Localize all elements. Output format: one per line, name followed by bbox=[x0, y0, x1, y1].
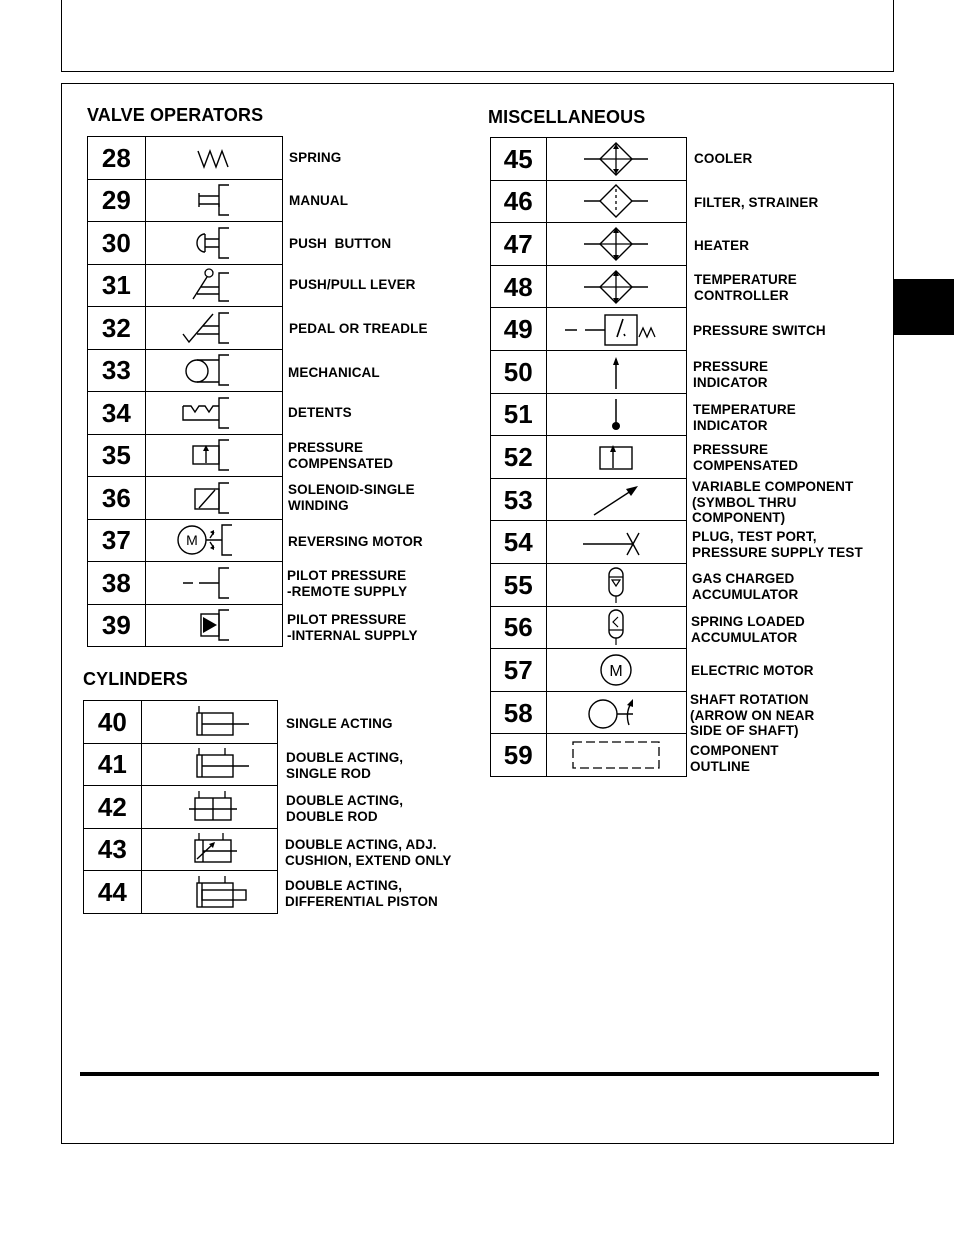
table-row bbox=[84, 828, 278, 871]
footer-rule bbox=[80, 1072, 879, 1076]
svg-text:M: M bbox=[185, 532, 198, 549]
table-row bbox=[491, 180, 687, 223]
heater-icon bbox=[546, 223, 686, 266]
symbol-number: 36 bbox=[88, 477, 146, 520]
label-manual: MANUAL bbox=[289, 193, 349, 208]
symbol-number: 30 bbox=[88, 222, 146, 265]
table-row bbox=[88, 434, 283, 477]
symbol-number: 58 bbox=[491, 691, 547, 734]
label-detents: DETENTS bbox=[288, 405, 352, 420]
label-push-button: PUSH BUTTON bbox=[289, 236, 392, 251]
label-electric-motor: ELECTRIC MOTOR bbox=[691, 663, 814, 678]
mechanical-icon bbox=[145, 349, 282, 392]
label-double-acting-double-rod: DOUBLE ACTING, DOUBLE ROD bbox=[286, 793, 404, 824]
label-reversing-motor: REVERSING MOTOR bbox=[288, 534, 423, 549]
symbol-number: 48 bbox=[491, 265, 547, 308]
table-row bbox=[88, 222, 283, 265]
label-plug-test-port: PLUG, TEST PORT, PRESSURE SUPPLY TEST bbox=[692, 529, 863, 560]
table-row bbox=[491, 734, 687, 777]
label-gas-charged-accumulator: GAS CHARGED ACCUMULATOR bbox=[692, 571, 799, 602]
solenoid-single-winding-icon bbox=[145, 477, 282, 520]
adjustable-cushion-cylinder-icon bbox=[141, 828, 277, 871]
table-row bbox=[88, 349, 283, 392]
symbol-number: 51 bbox=[491, 393, 547, 436]
label-cooler: COOLER bbox=[694, 151, 753, 166]
variable-component-icon bbox=[546, 478, 686, 521]
table-row bbox=[88, 519, 283, 562]
spring-loaded-accumulator-icon bbox=[546, 606, 686, 649]
header-frame bbox=[61, 0, 894, 72]
table-row bbox=[491, 223, 687, 266]
label-pilot-pressure-remote: PILOT PRESSURE -REMOTE SUPPLY bbox=[287, 568, 408, 599]
label-pressure-compensated: PRESSURE COMPENSATED bbox=[693, 442, 799, 473]
symbol-number: 28 bbox=[88, 137, 146, 180]
push-pull-lever-icon bbox=[145, 264, 282, 307]
symbol-number: 39 bbox=[88, 604, 146, 647]
table-row bbox=[84, 701, 278, 744]
table-row bbox=[491, 649, 687, 692]
table-row bbox=[491, 138, 687, 181]
reversing-motor-icon bbox=[145, 519, 282, 562]
label-differential-piston: DOUBLE ACTING, DIFFERENTIAL PISTON bbox=[285, 878, 438, 909]
symbol-number: 40 bbox=[84, 701, 142, 744]
temperature-indicator-icon bbox=[546, 393, 686, 436]
heading-miscellaneous: MISCELLANEOUS bbox=[488, 107, 646, 127]
symbol-number: 29 bbox=[88, 179, 146, 222]
pressure-compensated-icon bbox=[546, 436, 686, 479]
label-pressure-indicator: PRESSURE INDICATOR bbox=[693, 359, 769, 390]
differential-piston-cylinder-icon bbox=[141, 871, 277, 914]
table-row bbox=[491, 436, 687, 479]
table-row bbox=[491, 521, 687, 564]
detents-icon bbox=[145, 392, 282, 435]
cylinders-table bbox=[83, 700, 278, 914]
table-row bbox=[491, 606, 687, 649]
symbol-number: 32 bbox=[88, 307, 146, 350]
symbol-number: 56 bbox=[491, 606, 547, 649]
label-spring-loaded-accumulator: SPRING LOADED ACCUMULATOR bbox=[691, 614, 805, 645]
pressure-switch-icon bbox=[546, 308, 686, 351]
svg-text:M: M bbox=[609, 662, 623, 680]
plug-test-port-icon bbox=[546, 521, 686, 564]
symbol-number: 53 bbox=[491, 478, 547, 521]
symbol-number: 33 bbox=[88, 349, 146, 392]
symbol-number: 57 bbox=[491, 649, 547, 692]
symbol-number: 50 bbox=[491, 350, 547, 393]
shaft-rotation-icon bbox=[546, 691, 686, 734]
table-row bbox=[491, 478, 687, 521]
symbol-number: 42 bbox=[84, 786, 142, 829]
pedal-treadle-icon bbox=[145, 307, 282, 350]
label-shaft-rotation: SHAFT ROTATION (ARROW ON NEAR SIDE OF SHAFT) bbox=[690, 692, 815, 738]
table-row bbox=[88, 477, 283, 520]
pilot-pressure-internal-icon bbox=[145, 604, 282, 647]
heading-cylinders: CYLINDERS bbox=[83, 669, 188, 689]
manual-icon bbox=[145, 179, 282, 222]
symbol-number: 46 bbox=[491, 180, 547, 223]
table-row bbox=[491, 393, 687, 436]
symbol-number: 59 bbox=[491, 734, 547, 777]
table-row bbox=[84, 743, 278, 786]
label-pedal-treadle: PEDAL OR TREADLE bbox=[289, 321, 428, 336]
table-row bbox=[88, 179, 283, 222]
temperature-controller-icon bbox=[546, 265, 686, 308]
table-row bbox=[491, 265, 687, 308]
label-heater: HEATER bbox=[694, 238, 750, 253]
symbol-number: 55 bbox=[491, 563, 547, 606]
table-row bbox=[84, 871, 278, 914]
valve-operators-table bbox=[87, 136, 283, 647]
label-mechanical: MECHANICAL bbox=[288, 365, 380, 380]
filter-strainer-icon bbox=[546, 180, 686, 223]
label-push-pull-lever: PUSH/PULL LEVER bbox=[289, 277, 416, 292]
table-row bbox=[491, 308, 687, 351]
label-double-acting-single-rod: DOUBLE ACTING, SINGLE ROD bbox=[286, 750, 404, 781]
symbol-number: 37 bbox=[88, 519, 146, 562]
pilot-pressure-remote-icon bbox=[145, 562, 282, 605]
label-component-outline: COMPONENT OUTLINE bbox=[690, 743, 779, 774]
pressure-compensated-icon bbox=[145, 434, 282, 477]
component-outline-icon bbox=[546, 734, 686, 777]
label-pilot-pressure-internal: PILOT PRESSURE -INTERNAL SUPPLY bbox=[287, 612, 418, 643]
table-row bbox=[88, 604, 283, 647]
symbol-number: 35 bbox=[88, 434, 146, 477]
electric-motor-icon bbox=[546, 649, 686, 692]
heading-valve-operators: VALVE OPERATORS bbox=[87, 105, 264, 125]
label-temperature-controller: TEMPERATURE CONTROLLER bbox=[694, 272, 797, 303]
symbol-number: 38 bbox=[88, 562, 146, 605]
symbol-number: 52 bbox=[491, 436, 547, 479]
table-row bbox=[88, 137, 283, 180]
table-row bbox=[491, 691, 687, 734]
label-spring: SPRING bbox=[289, 150, 342, 165]
gas-charged-accumulator-icon bbox=[546, 563, 686, 606]
label-solenoid-single-winding: SOLENOID-SINGLE WINDING bbox=[288, 482, 415, 513]
table-row bbox=[491, 350, 687, 393]
push-button-icon bbox=[145, 222, 282, 265]
table-row bbox=[88, 562, 283, 605]
double-acting-single-rod-icon bbox=[141, 743, 277, 786]
label-adjustable-cushion: DOUBLE ACTING, ADJ. CUSHION, EXTEND ONLY bbox=[285, 837, 452, 868]
symbol-number: 34 bbox=[88, 392, 146, 435]
miscellaneous-table bbox=[490, 137, 687, 777]
symbol-number: 41 bbox=[84, 743, 142, 786]
single-acting-cylinder-icon bbox=[141, 701, 277, 744]
double-acting-double-rod-icon bbox=[141, 786, 277, 829]
symbol-number: 43 bbox=[84, 828, 142, 871]
label-variable-component: VARIABLE COMPONENT (SYMBOL THRU COMPONENT) bbox=[692, 479, 854, 525]
table-row bbox=[88, 392, 283, 435]
table-row bbox=[491, 563, 687, 606]
label-filter-strainer: FILTER, STRAINER bbox=[694, 195, 819, 210]
table-row bbox=[88, 264, 283, 307]
symbol-number: 54 bbox=[491, 521, 547, 564]
section-tab-marker bbox=[893, 279, 954, 335]
label-temperature-indicator: TEMPERATURE INDICATOR bbox=[693, 402, 796, 433]
table-row bbox=[84, 786, 278, 829]
symbol-number: 47 bbox=[491, 223, 547, 266]
pressure-indicator-icon bbox=[546, 350, 686, 393]
label-single-acting: SINGLE ACTING bbox=[286, 716, 393, 731]
cooler-icon bbox=[546, 138, 686, 181]
symbol-number: 31 bbox=[88, 264, 146, 307]
symbol-number: 45 bbox=[491, 138, 547, 181]
table-row bbox=[88, 307, 283, 350]
symbol-number: 44 bbox=[84, 871, 142, 914]
label-pressure-switch: PRESSURE SWITCH bbox=[693, 323, 826, 338]
label-pressure-compensated: PRESSURE COMPENSATED bbox=[288, 440, 394, 471]
symbol-number: 49 bbox=[491, 308, 547, 351]
spring-icon bbox=[145, 137, 282, 180]
